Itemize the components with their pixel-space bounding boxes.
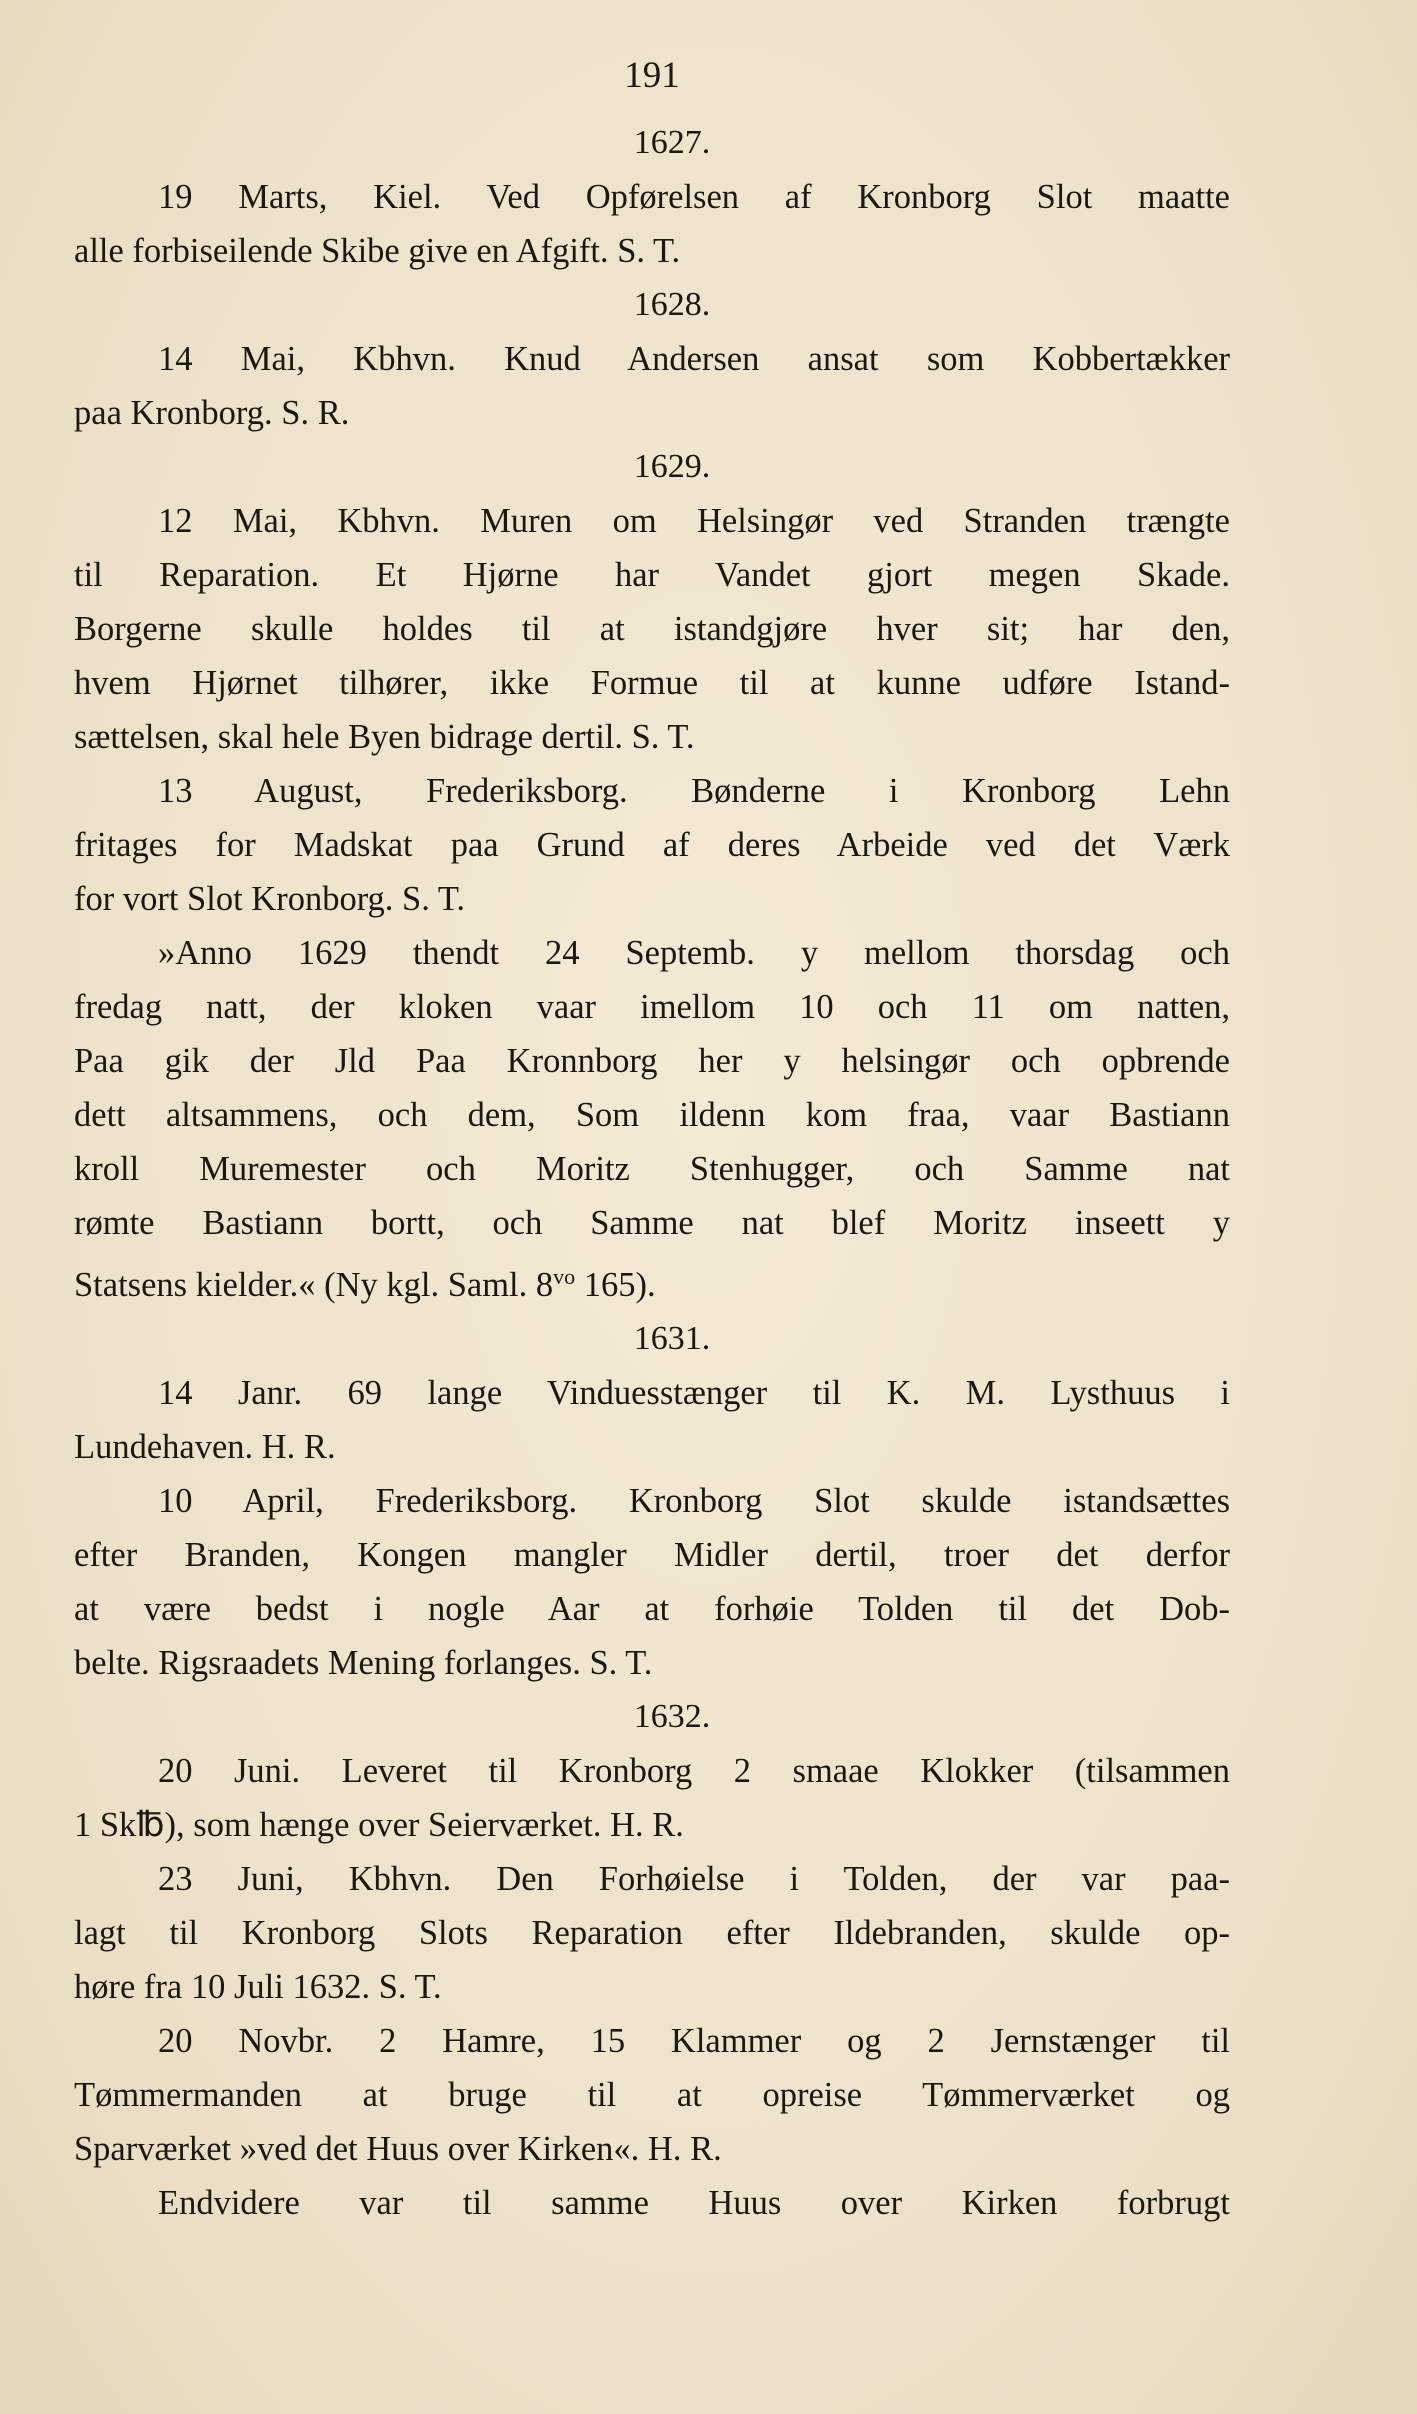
text-line: til Reparation. Et Hjørne har Vandet gjort megen Skade. [74,556,1230,594]
text-line: 14 Mai, Kbhvn. Knud Andersen ansat som Kobbertækker [158,340,1230,378]
text-line: belte. Rigsraadets Mening forlanges. S. T. [74,1644,653,1682]
text-line: rømte Bastiann bortt, och Samme nat blef Moritz inseett y [74,1204,1230,1242]
year-heading: 1632. [633,1698,711,1735]
text-line: kroll Muremester och Moritz Stenhugger, och Samme nat [74,1150,1230,1188]
text-line: Sparværket »ved det Huus over Kirken«. H. R. [74,2130,722,2168]
text-line: lagt til Kronborg Slots Reparation efter Ildebranden, skulde op- [74,1914,1230,1952]
page-text [74,36,1230,2230]
text-line: at være bedst i nogle Aar at forhøie Tolden til det Dob- [74,1590,1230,1628]
text-line: Tømmermanden at bruge til at opreise Tømmerværket og [74,2076,1230,2114]
entry-paragraph [74,926,1230,1312]
text-line: Statsens kielder.« (Ny kgl. Saml. $8^{vo}$ 165). [74,1264,656,1304]
text-line: hvem Hjørnet tilhører, ikke Formue til at kunne udføre Istand- [74,664,1230,702]
text-line: 23 Juni, Kbhvn. Den Forhøielse i Tolden, der var paa- [158,1860,1230,1898]
year-heading: 1627. [633,124,711,161]
text-line: paa Kronborg. S. R. [74,394,350,432]
text-line: Borgerne skulle holdes til at istandgjøre hver sit; har den, [74,610,1230,648]
entry-paragraph [74,170,1230,278]
text-line: Paa gik der Jld Paa Kronnborg her y helsingør och opbrende [74,1042,1230,1080]
text-line: 1 Sk℔), som hænge over Seierværket. H. R. [74,1806,684,1844]
text-line: Endvidere var til samme Huus over Kirken forbrugt [158,2184,1230,2222]
text-line: sættelsen, skal hele Byen bidrage dertil. S. T. [74,718,695,756]
text-line: efter Branden, Kongen mangler Midler dertil, troer det derfor [74,1536,1230,1574]
text-line: 12 Mai, Kbhvn. Muren om Helsingør ved Stranden trængte [158,502,1230,540]
entry-paragraph [74,764,1230,926]
year-heading: 1631. [633,1320,711,1357]
entry-paragraph [74,332,1230,440]
text-line: 20 Juni. Leveret til Kronborg 2 smaae Klokker (tilsammen [158,1752,1230,1790]
text-line: for vort Slot Kronborg. S. T. [74,880,466,918]
entry-paragraph [74,2014,1230,2176]
entry-paragraph [74,1474,1230,1690]
text-line: alle forbiseilende Skibe give en Afgift. S. T. [74,232,681,270]
year-heading: 1629. [633,448,711,485]
entries [74,116,1230,2230]
text-line: 19 Marts, Kiel. Ved Opførelsen af Kronborg Slot maatte [158,178,1230,216]
text-line: høre fra 10 Juli 1632. S. T. [74,1968,442,2006]
text-line: fritages for Madskat paa Grund af deres Arbeide ved det Værk [74,826,1230,864]
text-line: dett altsammens, och dem, Som ildenn kom fraa, vaar Bastiann [74,1096,1230,1134]
entry-paragraph [74,1744,1230,1852]
text-line: Lundehaven. H. R. [74,1428,336,1466]
superscript: vo [553,1264,576,1289]
text-line: 13 August, Frederiksborg. Bønderne i Kronborg Lehn [158,772,1230,810]
entry-paragraph [74,1366,1230,1474]
text-line: fredag natt, der kloken vaar imellom 10 och 11 om natten, [74,988,1230,1026]
entry-paragraph [74,2176,1230,2230]
entry-paragraph [74,494,1230,764]
year-heading: 1628. [633,286,711,323]
text-line: 20 Novbr. 2 Hamre, 15 Klammer og 2 Jernstænger til [158,2022,1230,2060]
text-line: »Anno 1629 thendt 24 Septemb. y mellom thorsdag och [158,934,1230,972]
page-number: 191 [624,55,680,96]
text-line: 10 April, Frederiksborg. Kronborg Slot skulde istandsættes [158,1482,1230,1520]
text-line: 14 Janr. 69 lange Vinduesstænger til K. M. Lysthuus i [158,1374,1230,1412]
entry-paragraph [74,1852,1230,2014]
